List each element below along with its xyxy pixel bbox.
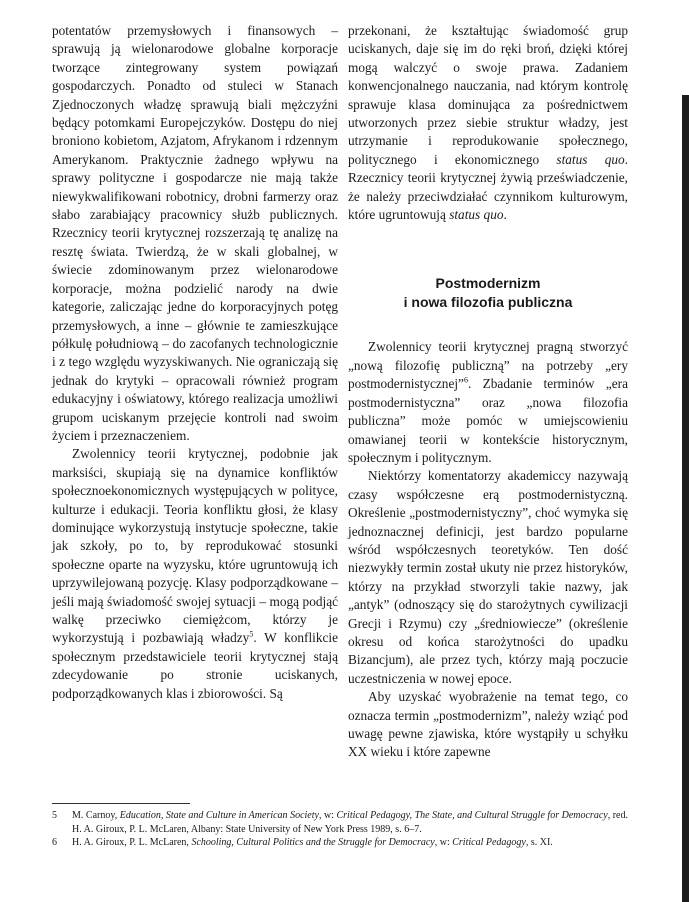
- footnote-number: 6: [52, 837, 57, 849]
- paragraph-text: .: [503, 207, 507, 223]
- body-paragraph: [348, 22, 628, 224]
- paragraph-text: . W konflikcie społecznym przedstawiciele teorii krytycznej stają zdecydowanie po stronie uciskanych, podporządkowanych klas i zbiorowości. Są: [52, 630, 338, 701]
- footnotes: [52, 809, 628, 850]
- section-heading: [348, 274, 628, 312]
- section-heading-line: i nowa filozofia publiczna: [403, 294, 573, 311]
- footnote: [52, 809, 628, 836]
- body-paragraph: Aby uzyskać wyobrażenie na temat tego, co oznacza termin „postmodernizm”, należy wziąć pod uwagę pewne zjawiska, które wystąpiły u schyłku XX wieku i które zapewne: [348, 689, 628, 760]
- paragraph-text: Zwolennicy teorii krytycznej pragną stworzyć „nową filozofię publiczną” na potrzeby „ery postmodernistycznej”: [348, 339, 628, 392]
- footnote: [52, 836, 628, 850]
- right-column: [348, 22, 628, 762]
- paragraph-text: . Zbadanie terminów „era postmodernistyczna” oraz „nowa filozofia publiczna” może pomóc w umiejscowieniu omawianej teorii w kontekście historycznym, społecznym i politycznym.: [348, 376, 628, 465]
- emphasis-text: status quo: [556, 151, 625, 167]
- footnote-title: Schooling, Cultural Politics and the Struggle for Democracy: [191, 837, 435, 849]
- footnote-title: Education, State and Culture in American Society: [119, 810, 319, 821]
- body-paragraph: [52, 445, 338, 703]
- paragraph-text: Zwolennicy teorii krytycznej, podobnie jak marksiści, skupiają się na dynamice konfliktów społecznoekonomicznych występujących w polityce, kulturze i edukacji. Teoria konfliktu głosi, że klasy dominujące wykorzystują instytucje społeczne, takie jak szkoły, po to, by reprodukować stosunki społeczne oparte na wyzysku, które ugruntowują ich uprzywilejowaną pozycję. Klasy podporządkowane – jeśli mają świadomość swojej sytuacji – mogą podjąć walkę przeciwko ciemiężcom, którzy je wykorzystują i pozbawiają władzy: [52, 446, 338, 646]
- footnote-title: Critical Pedagogy: [452, 837, 526, 849]
- footnote-text: , w:: [434, 837, 453, 849]
- footnote-separator: [52, 803, 190, 804]
- footnote-text: M. Carnoy,: [72, 810, 120, 821]
- emphasis-text: status quo: [449, 207, 504, 223]
- body-paragraph: Niektórzy komentatorzy akademiccy nazywają czasy współczesne erą postmodernistyczną. Określenie „postmodernistyczny”, choć wymyka się jednoznacznej definicji, jest bardzo popularne wśród współczesnych teoretyków. Ten dość niezwykły termin został ukuty nie przez historyków, którzy na przykład stworzyli takie nazwy, jak „antyk” (odnoszący się do starożytnych cywilizacji Grecji i Rzymu) czy „średniowiecze” (określenie okresu od końca starożytności do upadku Bizancjum), ale przez tych, którzy mają poczucie uczestniczenia w nowej epoce.: [348, 468, 628, 686]
- footnote-text: , red. H. A. Giroux, P. L. McLaren, Albany: State University of New York Press 1989, s. 6–7.: [72, 810, 628, 835]
- body-paragraph: potentatów przemysłowych i finansowych – sprawują ją wielonarodowe globalne korporacje tworzące zintegrowany system powiązań gospodarczych. Ponadto od stuleci w Stanach Zjednoczonych władzę sprawują biali mężczyźni będący potomkami Europejczyków. Dostępu do niej broniono kobietom, Azjatom, Afrykanom i rdzennym Amerykanom. Praktycznie żadnego wpływu na sprawy polityczne i gospodarcze nie mają także niewykwalifikowani robotnicy, drobni farmerzy oraz słabo zarabiający pracownicy służb publicznych. Rzecznicy teorii krytycznej rozszerzają tę analizę na resztę świata. Twierdzą, że w skali globalnej, w świecie zdominowanym przez wielonarodowe korporacje, można podzielić narody na dwie kategorie, zaliczając jedne do korporacyjnych potęg przemysłowych, a inne – głównie te zamieszkujące półkulę południową – do zacofanych technologicznie i z tego względu wyzyskiwanych. Nie ograniczają się jednak do krytyki – opracowali również program edukacyjny i oświatowy, którego realizacja umożliwi grupom uciskanym przejęcie kontroli nad swoim życiem i przeznaczeniem.: [52, 23, 338, 443]
- footnote-text: , s. XI.: [525, 837, 553, 849]
- paragraph-text: przekonani, że kształtując świadomość grup uciskanych, daje się im do ręki broń, dzięki której mogą walczyć o swoje prawa. Zadaniem konwencjonalnego nauczania, nad którym kontrolę sprawuje klasa dominująca za pośrednictwem utworzonych przez siebie struktur władzy, jest utrzymanie i reprodukowanie społecznego, politycznego i ekonomicznego: [348, 23, 628, 167]
- footnote-text: , w:: [318, 810, 337, 821]
- footnote-number: 5: [52, 810, 57, 821]
- footnote-text: H. A. Giroux, P. L. McLaren,: [72, 837, 192, 849]
- footnote-title: Critical Pedagogy, The State, and Cultural Struggle for Democracy: [336, 810, 608, 821]
- footnote-ref: 5: [249, 629, 254, 639]
- footnote-ref: 6: [463, 375, 468, 385]
- paragraph-text: . Rzecznicy teorii krytycznej żywią przeświadczenie, że należy przeciwdziałać czynnikom kulturowym, które ugruntowują: [348, 151, 628, 223]
- scan-edge-shadow: [682, 95, 689, 902]
- section-heading-line: Postmodernizm: [435, 275, 541, 292]
- body-paragraph: [348, 338, 628, 467]
- left-column: [52, 22, 338, 703]
